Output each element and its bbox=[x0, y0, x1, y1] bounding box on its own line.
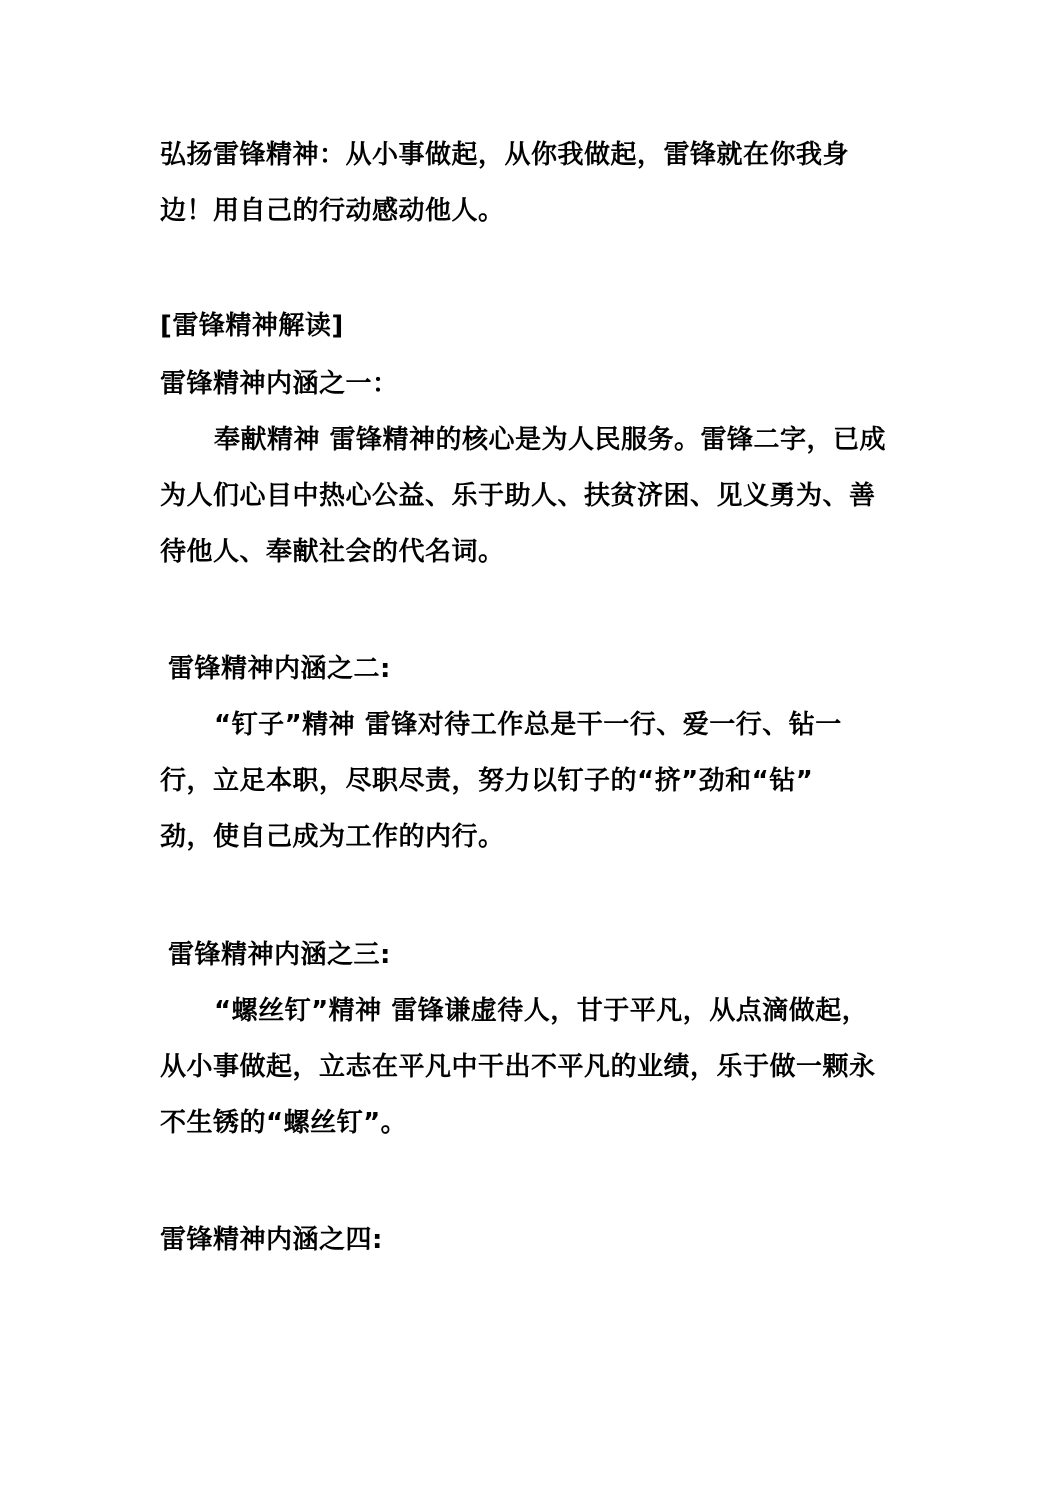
connotation-2-line-2: 行，立足本职，尽职尽责，努力以钉子的“挤”劲和“钻” bbox=[160, 766, 814, 796]
section-title: [雷锋精神解读] bbox=[160, 311, 344, 341]
intro-line-1: 弘扬雷锋精神：从小事做起，从你我做起，雷锋就在你我身 bbox=[160, 140, 850, 170]
connotation-3-line-2: 从小事做起，立志在平凡中干出不平凡的业绩，乐于做一颗永 bbox=[160, 1052, 876, 1082]
connotation-2-line-1: “钉子”精神 雷锋对待工作总是干一行、爱一行、钻一 bbox=[214, 710, 842, 740]
connotation-2-heading: 雷锋精神内涵之二: bbox=[168, 654, 391, 684]
connotation-2-line-3: 劲，使自己成为工作的内行。 bbox=[160, 822, 505, 852]
connotation-3-heading: 雷锋精神内涵之三: bbox=[168, 940, 391, 970]
connotation-4-heading: 雷锋精神内涵之四: bbox=[160, 1225, 383, 1255]
connotation-1-heading: 雷锋精神内涵之一： bbox=[160, 369, 399, 399]
connotation-3-line-3: 不生锈的“螺丝钉”。 bbox=[160, 1108, 408, 1138]
connotation-1-line-2: 为人们心目中热心公益、乐于助人、扶贫济困、见义勇为、善 bbox=[160, 481, 876, 511]
connotation-3-line-1: “螺丝钉”精神 雷锋谦虚待人，甘于平凡，从点滴做起， bbox=[214, 996, 869, 1026]
intro-line-2: 边！用自己的行动感动他人。 bbox=[160, 196, 505, 226]
connotation-1-line-3: 待他人、奉献社会的代名词。 bbox=[160, 537, 505, 567]
connotation-1-line-1: 奉献精神 雷锋精神的核心是为人民服务。雷锋二字，已成 bbox=[214, 425, 887, 455]
